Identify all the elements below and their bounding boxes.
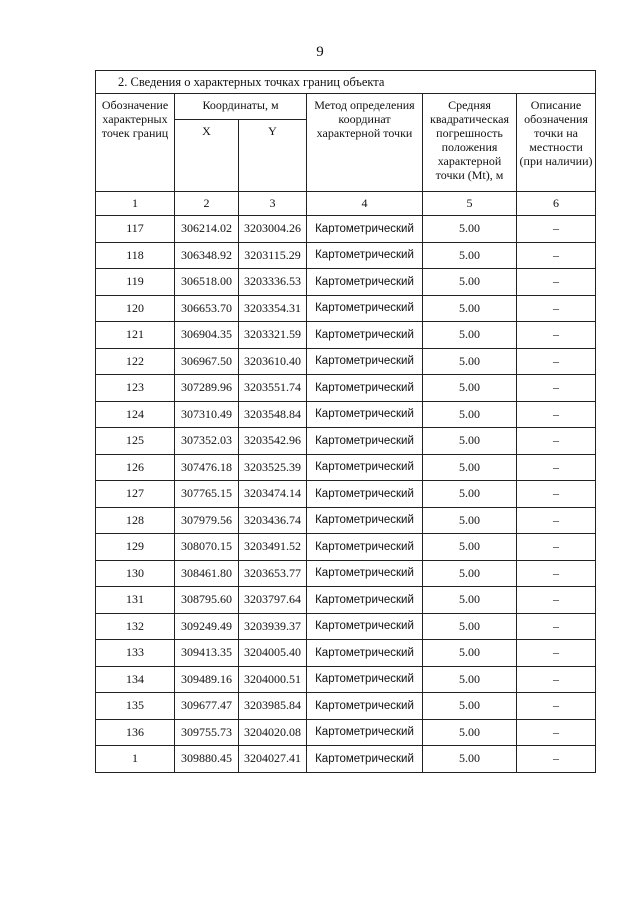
y-coordinate-cell: 3203336.53 [239,269,307,296]
description-cell: – [517,560,596,587]
y-coordinate-cell: 3204000.51 [239,666,307,693]
y-coordinate-cell: 3203321.59 [239,322,307,349]
description-cell: – [517,428,596,455]
accuracy-cell: 5.00 [423,613,517,640]
point-cell: 128 [96,507,175,534]
table-row [96,242,596,269]
table-row [96,401,596,428]
column-number: 1 [96,192,175,216]
point-cell: 123 [96,375,175,402]
x-coordinate-cell: 307979.56 [175,507,239,534]
header-x: X [175,120,239,192]
accuracy-cell: 5.00 [423,295,517,322]
x-coordinate-cell: 306653.70 [175,295,239,322]
column-number: 2 [175,192,239,216]
table-row [96,348,596,375]
table-row [96,534,596,561]
accuracy-cell: 5.00 [423,428,517,455]
header-method: Метод определения координат характерной точки [307,94,423,192]
point-cell: 117 [96,216,175,243]
method-cell: Картометрический [307,719,423,746]
description-cell: – [517,746,596,773]
description-cell: – [517,693,596,720]
x-coordinate-cell: 309880.45 [175,746,239,773]
accuracy-cell: 5.00 [423,375,517,402]
x-coordinate-cell: 306967.50 [175,348,239,375]
description-cell: – [517,242,596,269]
table-row [96,295,596,322]
x-coordinate-cell: 309755.73 [175,719,239,746]
table-row [96,428,596,455]
x-coordinate-cell: 307765.15 [175,481,239,508]
x-coordinate-cell: 306214.02 [175,216,239,243]
y-coordinate-cell: 3203474.14 [239,481,307,508]
point-cell: 132 [96,613,175,640]
y-coordinate-cell: 3203542.96 [239,428,307,455]
method-cell: Картометрический [307,322,423,349]
point-cell: 136 [96,719,175,746]
x-coordinate-cell: 309677.47 [175,693,239,720]
method-cell: Картометрический [307,481,423,508]
point-cell: 135 [96,693,175,720]
section-title: 2. Сведения о характерных точках границ объекта [96,71,596,94]
description-cell: – [517,454,596,481]
accuracy-cell: 5.00 [423,481,517,508]
y-coordinate-cell: 3203525.39 [239,454,307,481]
y-coordinate-cell: 3204027.41 [239,746,307,773]
description-cell: – [517,666,596,693]
column-number: 6 [517,192,596,216]
point-cell: 133 [96,640,175,667]
method-cell: Картометрический [307,746,423,773]
method-cell: Картометрический [307,666,423,693]
description-cell: – [517,216,596,243]
method-cell: Картометрический [307,454,423,481]
column-number: 5 [423,192,517,216]
description-cell: – [517,481,596,508]
accuracy-cell: 5.00 [423,587,517,614]
description-cell: – [517,295,596,322]
x-coordinate-cell: 307476.18 [175,454,239,481]
point-cell: 124 [96,401,175,428]
x-coordinate-cell: 309413.35 [175,640,239,667]
y-coordinate-cell: 3203436.74 [239,507,307,534]
method-cell: Картометрический [307,587,423,614]
y-coordinate-cell: 3203797.64 [239,587,307,614]
accuracy-cell: 5.00 [423,666,517,693]
accuracy-cell: 5.00 [423,401,517,428]
description-cell: – [517,507,596,534]
column-number: 4 [307,192,423,216]
table-row [96,746,596,773]
accuracy-cell: 5.00 [423,242,517,269]
method-cell: Картометрический [307,428,423,455]
description-cell: – [517,587,596,614]
header-description: Описание обозначения точки на местности (при наличии) [517,94,596,192]
y-coordinate-cell: 3203354.31 [239,295,307,322]
description-cell: – [517,322,596,349]
table-row [96,375,596,402]
accuracy-cell: 5.00 [423,269,517,296]
description-cell: – [517,401,596,428]
point-cell: 126 [96,454,175,481]
column-number: 3 [239,192,307,216]
y-coordinate-cell: 3203004.26 [239,216,307,243]
method-cell: Картометрический [307,507,423,534]
table-row [96,481,596,508]
x-coordinate-cell: 307352.03 [175,428,239,455]
point-cell: 122 [96,348,175,375]
y-coordinate-cell: 3204005.40 [239,640,307,667]
x-coordinate-cell: 308070.15 [175,534,239,561]
table-row [96,587,596,614]
x-coordinate-cell: 308795.60 [175,587,239,614]
table-row [96,613,596,640]
method-cell: Картометрический [307,295,423,322]
method-cell: Картометрический [307,693,423,720]
description-cell: – [517,613,596,640]
point-cell: 118 [96,242,175,269]
table-row [96,560,596,587]
description-cell: – [517,269,596,296]
accuracy-cell: 5.00 [423,322,517,349]
accuracy-cell: 5.00 [423,534,517,561]
method-cell: Картометрический [307,613,423,640]
table-row [96,269,596,296]
accuracy-cell: 5.00 [423,507,517,534]
method-cell: Картометрический [307,242,423,269]
x-coordinate-cell: 307289.96 [175,375,239,402]
table-row [96,454,596,481]
boundary-points-table [95,70,596,773]
method-cell: Картометрический [307,216,423,243]
y-coordinate-cell: 3203491.52 [239,534,307,561]
x-coordinate-cell: 306904.35 [175,322,239,349]
table-row [96,216,596,243]
table-row [96,666,596,693]
y-coordinate-cell: 3203548.84 [239,401,307,428]
point-cell: 130 [96,560,175,587]
description-cell: – [517,348,596,375]
x-coordinate-cell: 309249.49 [175,613,239,640]
description-cell: – [517,719,596,746]
description-cell: – [517,640,596,667]
accuracy-cell: 5.00 [423,348,517,375]
table-row [96,322,596,349]
description-cell: – [517,534,596,561]
table-row [96,507,596,534]
method-cell: Картометрический [307,269,423,296]
header-accuracy: Средняя квадратическая погрешность положения характерной точки (Mt), м [423,94,517,192]
point-cell: 1 [96,746,175,773]
header-y: Y [239,120,307,192]
accuracy-cell: 5.00 [423,640,517,667]
point-cell: 127 [96,481,175,508]
table-row [96,640,596,667]
accuracy-cell: 5.00 [423,693,517,720]
y-coordinate-cell: 3203610.40 [239,348,307,375]
y-coordinate-cell: 3203939.37 [239,613,307,640]
table-row [96,719,596,746]
y-coordinate-cell: 3203115.29 [239,242,307,269]
method-cell: Картометрический [307,375,423,402]
page-number: 9 [316,44,324,60]
description-cell: – [517,375,596,402]
accuracy-cell: 5.00 [423,746,517,773]
point-cell: 121 [96,322,175,349]
x-coordinate-cell: 306518.00 [175,269,239,296]
x-coordinate-cell: 308461.80 [175,560,239,587]
accuracy-cell: 5.00 [423,454,517,481]
header-coordinates: Координаты, м [175,94,307,120]
y-coordinate-cell: 3204020.08 [239,719,307,746]
accuracy-cell: 5.00 [423,719,517,746]
point-cell: 125 [96,428,175,455]
accuracy-cell: 5.00 [423,216,517,243]
point-cell: 131 [96,587,175,614]
point-cell: 119 [96,269,175,296]
y-coordinate-cell: 3203653.77 [239,560,307,587]
point-cell: 120 [96,295,175,322]
x-coordinate-cell: 309489.16 [175,666,239,693]
accuracy-cell: 5.00 [423,560,517,587]
column-number-row [96,192,596,216]
point-cell: 129 [96,534,175,561]
table-row [96,693,596,720]
x-coordinate-cell: 307310.49 [175,401,239,428]
method-cell: Картометрический [307,560,423,587]
header-designation: Обозначение характерных точек границ [96,94,175,192]
y-coordinate-cell: 3203985.84 [239,693,307,720]
method-cell: Картометрический [307,348,423,375]
y-coordinate-cell: 3203551.74 [239,375,307,402]
method-cell: Картометрический [307,640,423,667]
x-coordinate-cell: 306348.92 [175,242,239,269]
point-cell: 134 [96,666,175,693]
method-cell: Картометрический [307,401,423,428]
method-cell: Картометрический [307,534,423,561]
